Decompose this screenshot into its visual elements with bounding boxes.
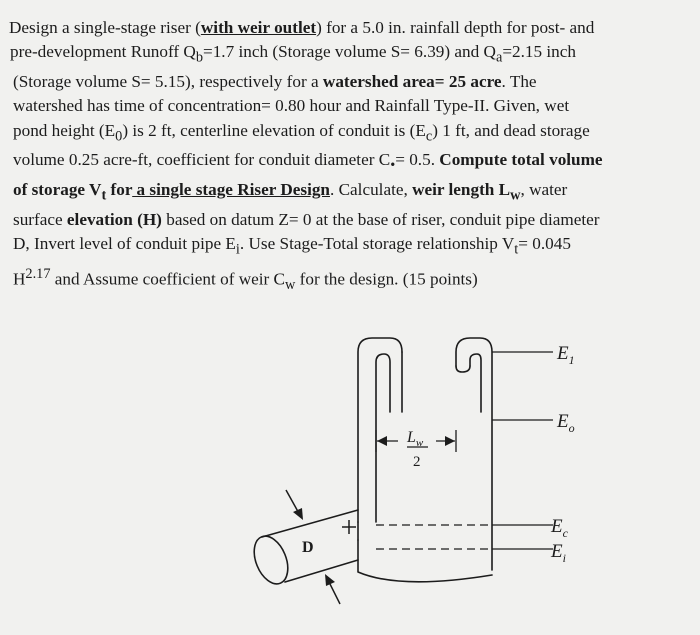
d-label: D (302, 539, 314, 556)
problem-line-1: Design a single-stage riser (with weir outlet) for a 5.0 in. rainfall depth for post- and (9, 18, 595, 37)
lw-arrow-left-icon (377, 436, 387, 446)
weir-length-emphasis: weir length L (412, 180, 511, 200)
compute-volume-emphasis: Compute total volume (439, 150, 603, 170)
weir-outlet-emphasis: with weir outlet (200, 18, 317, 37)
lw-arrow-right-icon (445, 436, 455, 446)
single-stage-riser-emphasis: a single stage Riser Design (132, 180, 330, 200)
lw-denominator-label: 2 (413, 454, 421, 470)
conduit-pipe-bottom (285, 560, 358, 582)
riser-crest-link (456, 366, 470, 372)
riser-left-wall-outer (358, 338, 402, 522)
riser-base (358, 540, 492, 582)
problem-line-9: D, Invert level of conduit pipe $E_i$. Use Stage-Total storage relationship $V_t= 0.045$ (13, 234, 571, 258)
watershed-area-emphasis: watershed area= 25 acre (322, 72, 502, 92)
problem-line-10: $H^{2.17}$ and Assume coefficient of weir $C_w$ for the design. (15 points) (13, 265, 478, 294)
riser-right-wall-inner (470, 354, 481, 412)
e0-label: $E_o$ (557, 411, 575, 435)
d-arrow-bottom-icon (325, 574, 335, 586)
problem-line-6: volume 0.25 acre-ft, coefficient for conduit diameter $C_•= 0.5$. Compute total volume (13, 150, 603, 174)
problem-line-2: pre-development Runoff $Q_b=1.7$ inch (Storage volume S= 6.39) and $Q_a=2.15$ inch (10, 42, 576, 66)
riser-right-wall-outer (456, 338, 492, 570)
elevation-emphasis: elevation (H) (66, 209, 162, 229)
problem-line-5: pond height $(E_0)$ is 2 ft, centerline elevation of conduit is $(E_c)$ 1 ft, and dead storage (13, 120, 590, 145)
problem-line-4: watershed has time of concentration= 0.80 hour and Rainfall Type-II. Given, wet (13, 96, 570, 116)
problem-line-3: (Storage volume S= 5.15), respectively for a watershed area= 25 acre. The (13, 72, 537, 92)
e1-label: $E_1$ (557, 343, 575, 367)
problem-line-8: surface elevation (H) based on datum Z= 0 at the base of riser, conduit pipe diameter (13, 209, 600, 229)
conduit-pipe-mouth (248, 531, 295, 589)
ec-label: $E_c$ (551, 516, 568, 540)
conduit-pipe-top (262, 510, 358, 537)
d-arrow-top-icon (293, 508, 303, 520)
problem-line-7: of storage $V_t$ for a single stage Riser Design. Calculate, weir length $L_w$, water (13, 180, 568, 204)
lw-numerator-label: $L_w$ (407, 429, 424, 449)
ei-label: $E_i$ (551, 541, 566, 565)
